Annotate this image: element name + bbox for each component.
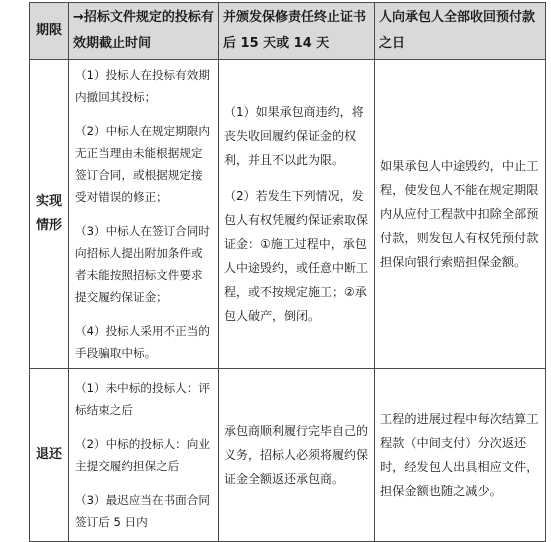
paragraph: 承包商顺利履行完毕自己的义务，招标人必须将履约保证金全额返还承包商。: [224, 424, 369, 486]
row-label-text: 退还: [35, 447, 62, 462]
cell-bid-bond-realization: [69, 60, 219, 369]
list-item: （2）中标人在规定期限内无正当理由未能根据规定签订合同，或根据规定接受对错误的修正；: [75, 124, 210, 204]
cell-bid-bond-return: [69, 369, 219, 542]
header-bid-bond: →招标文件规定的投标有效期截止时间: [69, 3, 219, 60]
table-row-return: [30, 369, 546, 542]
list-item: （2）中标的投标人：向业主提交履约担保之后: [75, 437, 210, 473]
row-label-realization: [30, 60, 69, 369]
header-performance-bond: 并颁发保修责任终止证书后 15 天或 14 天: [219, 3, 375, 60]
list-item: （3）中标人在签订合同时向招标人提出附加条件或者未能按照招标文件要求提交履约保证金；: [75, 224, 210, 304]
cell-performance-bond-realization: [219, 60, 375, 369]
list-item: （2）若发生下列情况，发包人有权凭履约保证索取保证金：①施工过程中，承包人中途毁约，或任意中断工程，或不按规定施工；②承包人破产，倒闭。: [224, 189, 369, 323]
list-item: （1）未中标的投标人：评标结束之后: [75, 381, 210, 417]
header-period: 期限: [30, 3, 69, 60]
cell-advance-bond-realization: [375, 60, 546, 369]
paragraph: 如果承包人中途毁约，中止工程，使发包人不能在规定期限内从应付工程款中扣除全部预付款，则发包人有权凭预付款担保向银行索赔担保金额。: [380, 159, 539, 269]
row-label-text: 实现情形: [35, 194, 62, 233]
cell-performance-bond-return: [219, 369, 375, 542]
table-row-realization: [30, 60, 546, 369]
cell-advance-bond-return: [375, 369, 546, 542]
table-header-row: [30, 3, 546, 60]
guarantee-comparison-table: [29, 2, 546, 542]
list-item: （1）投标人在投标有效期内撤回其投标；: [75, 68, 210, 104]
paragraph: 工程的进展过程中每次结算工程款（中间支付）分次返还时，经发包人出具相应文件，担保金额也随之减少。: [380, 412, 539, 498]
list-item: （3）最迟应当在书面合同签订后 5 日内: [75, 493, 210, 529]
list-item: （4）投标人采用不正当的手段骗取中标。: [75, 324, 210, 360]
header-advance-payment-bond: 人向承包人全部收回预付款之日: [375, 3, 546, 60]
row-label-return: [30, 369, 69, 542]
list-item: （1）如果承包商违约，将丧失收回履约保证金的权利，并且不以此为限。: [224, 105, 364, 167]
